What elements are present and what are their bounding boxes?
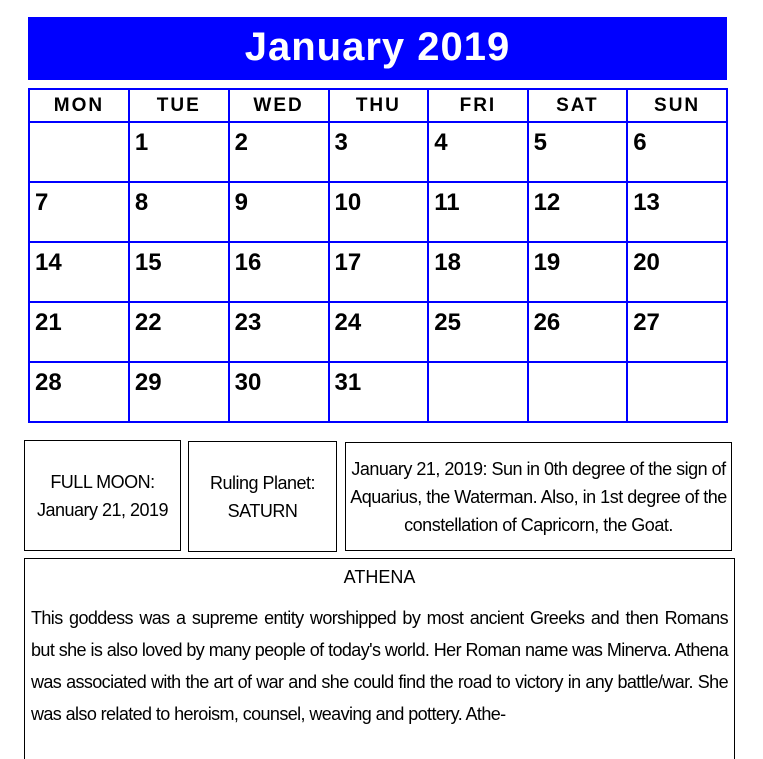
day-number: 6 (633, 129, 647, 156)
empty-cell (428, 362, 527, 422)
athena-text: This goddess was a supreme entity worshipped by most ancient Greeks and then Romans but she is also loved by many people of today's world. Her Roman name was Minerva. Athena was associated with the art of war and she could find the road to victory in any battle/war. She was also related to heroism, counsel, weaving and pottery. Athe- (31, 608, 728, 724)
day-cell (329, 122, 429, 182)
athena-heading: ATHENA (343, 567, 416, 587)
day-cell (428, 182, 527, 242)
weekday-header (29, 89, 727, 122)
day-number: 16 (234, 249, 262, 276)
day-number: 15 (134, 249, 162, 276)
weekday-mon: MON (29, 89, 129, 122)
week-row (29, 302, 727, 362)
day-number: 18 (434, 249, 461, 276)
day-cell (528, 182, 628, 242)
weekday-sun: SUN (627, 89, 727, 122)
ruling-planet-box (188, 441, 337, 552)
day-number: 12 (533, 189, 561, 216)
weekday-thu: THU (329, 89, 429, 122)
day-number: 25 (434, 309, 461, 336)
day-cell (129, 362, 229, 422)
full-moon-label: FULL MOON: (50, 471, 155, 492)
day-number: 22 (134, 309, 162, 336)
weekday-fri: FRI (428, 89, 527, 122)
day-number: 29 (134, 369, 162, 396)
day-cell (29, 242, 129, 302)
day-number: 30 (234, 369, 262, 396)
day-cell (528, 122, 628, 182)
day-cell (29, 182, 129, 242)
week-row (29, 242, 727, 302)
day-number (30, 123, 128, 129)
day-cell (229, 242, 329, 302)
day-number: 5 (533, 129, 547, 156)
day-cell (627, 182, 727, 242)
weekday-sat: SAT (528, 89, 628, 122)
day-cell (528, 302, 628, 362)
day-cell (229, 362, 329, 422)
day-number: 11 (434, 189, 460, 216)
day-cell (129, 302, 229, 362)
day-number: 14 (35, 249, 62, 276)
day-cell (229, 182, 329, 242)
week-row (29, 362, 727, 422)
day-cell (129, 242, 229, 302)
day-number: 1 (134, 129, 149, 156)
day-cell (329, 182, 429, 242)
day-number: 23 (234, 309, 262, 336)
calendar-title: January 2019 (28, 17, 727, 80)
day-cell (229, 302, 329, 362)
full-moon-date: January 21, 2019 (36, 499, 169, 520)
day-number: 27 (633, 309, 660, 336)
day-number: 7 (35, 189, 49, 216)
empty-cell (528, 362, 628, 422)
day-number: 2 (234, 129, 248, 156)
day-cell (627, 122, 727, 182)
day-number: 21 (35, 309, 62, 336)
empty-cell (627, 362, 727, 422)
day-cell (129, 182, 229, 242)
day-cell (329, 242, 429, 302)
day-cell (129, 122, 229, 182)
day-number: 17 (334, 249, 362, 276)
day-number: 28 (35, 369, 62, 396)
day-cell (329, 362, 429, 422)
day-number: 19 (533, 249, 561, 276)
day-cell (528, 242, 628, 302)
sun-sign-text: January 21, 2019: Sun in 0th degree of the sign of Aquarius, the Waterman. Also, in 1st degree of the constellation of Capricorn, the Goat. (350, 458, 727, 535)
day-number: 10 (334, 189, 362, 216)
day-cell (428, 122, 527, 182)
ruling-planet-label: Ruling Planet: (209, 472, 316, 493)
day-cell (29, 302, 129, 362)
day-number: 31 (334, 369, 362, 396)
day-number: 3 (334, 129, 348, 156)
day-number: 13 (633, 189, 660, 216)
empty-cell (29, 122, 129, 182)
day-cell (627, 242, 727, 302)
day-cell (29, 362, 129, 422)
day-cell (229, 122, 329, 182)
weekday-wed: WED (229, 89, 329, 122)
day-number: 26 (533, 309, 561, 336)
day-number: 20 (633, 249, 660, 276)
day-number: 8 (134, 189, 149, 216)
athena-box (24, 558, 735, 759)
day-number: 24 (334, 309, 362, 336)
day-number: 4 (434, 129, 448, 156)
day-number (628, 363, 726, 369)
day-cell (627, 302, 727, 362)
day-number: 9 (234, 189, 248, 216)
day-number (529, 363, 627, 369)
day-cell (329, 302, 429, 362)
ruling-planet-value: SATURN (227, 500, 298, 521)
full-moon-box (24, 440, 181, 551)
sun-sign-box (345, 442, 732, 551)
day-cell (428, 302, 527, 362)
day-cell (428, 242, 527, 302)
day-number (429, 363, 526, 369)
week-row (29, 182, 727, 242)
weekday-tue: TUE (129, 89, 229, 122)
calendar-grid (28, 88, 728, 423)
week-row (29, 122, 727, 182)
